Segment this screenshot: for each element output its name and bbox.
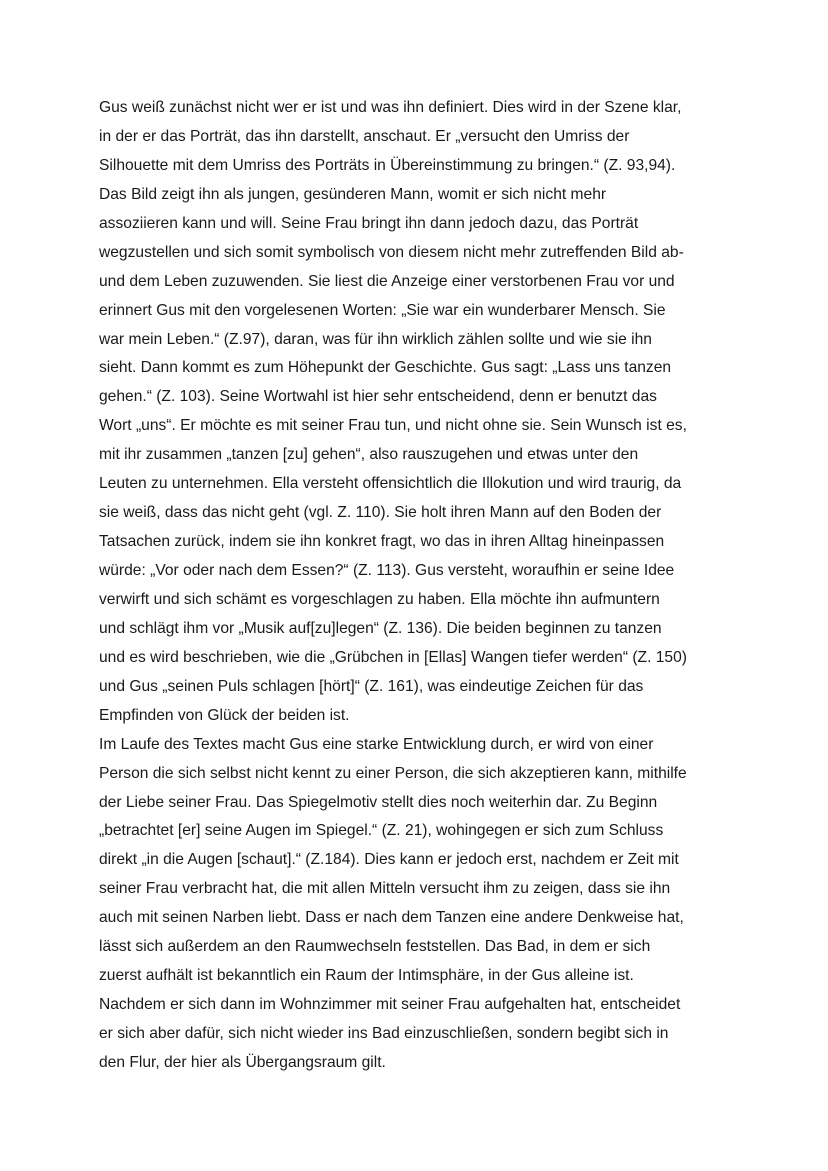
text-line: sie weiß, dass das nicht geht (vgl. Z. 110). Sie holt ihren Mann auf den Boden der: [99, 504, 662, 522]
text-line: Im Laufe des Textes macht Gus eine starke Entwicklung durch, er wird von einer: [99, 735, 654, 753]
text-line: erinnert Gus mit den vorgelesenen Worten: „Sie war ein wunderbarer Mensch. Sie: [99, 301, 666, 319]
text-line: Empfinden von Glück der beiden ist.: [99, 706, 350, 724]
text-line: und schlägt ihm vor „Musik auf[zu]legen“ (Z. 136). Die beiden beginnen zu tanzen: [99, 619, 662, 637]
text-line: mit ihr zusammen „tanzen [zu] gehen“, also rauszugehen und etwas unter den: [99, 446, 639, 464]
text-line: auch mit seinen Narben liebt. Dass er nach dem Tanzen eine andere Denkweise hat,: [99, 909, 684, 927]
text-line: sieht. Dann kommt es zum Höhepunkt der Geschichte. Gus sagt: „Lass uns tanzen: [99, 359, 672, 377]
text-line: er sich aber dafür, sich nicht wieder ins Bad einzuschließen, sondern begibt sich in: [99, 1025, 669, 1042]
text-line: direkt „in die Augen [schaut].“ (Z.184). Dies kann er jedoch erst, nachdem er Zeit mit: [99, 851, 679, 869]
text-line: gehen.“ (Z. 103). Seine Wortwahl ist hier sehr entscheidend, denn er benutzt das: [99, 388, 657, 406]
text-line: der Liebe seiner Frau. Das Spiegelmotiv stellt dies noch weiterhin dar. Zu Beginn: [99, 793, 658, 811]
text-line: Tatsachen zurück, indem sie ihn konkret fragt, wo das in ihren Alltag hineinpassen: [99, 533, 665, 551]
text-line: lässt sich außerdem an den Raumwechseln feststellen. Das Bad, in dem er sich: [99, 938, 651, 956]
text-line: Person die sich selbst nicht kennt zu einer Person, die sich akzeptieren kann, mithilfe: [99, 764, 687, 782]
text-line: war mein Leben.“ (Z.97), daran, was für ihn wirklich zählen sollte und wie sie ihn: [99, 330, 652, 348]
body-text: [99, 94, 739, 1078]
text-line: Wort „uns“. Er möchte es mit seiner Frau tun, und nicht ohne sie. Sein Wunsch ist es,: [99, 417, 687, 435]
text-line: wegzustellen und sich somit symbolisch von diesem nicht mehr zutreffenden Bild ab-: [99, 243, 684, 261]
text-line: Silhouette mit dem Umriss des Porträts in Übereinstimmung zu bringen.“ (Z. 93,94).: [99, 156, 676, 174]
text-line: und dem Leben zuzuwenden. Sie liest die Anzeige einer verstorbenen Frau vor und: [99, 272, 675, 290]
text-line: Leuten zu unternehmen. Ella versteht offensichtlich die Illokution und wird traurig, da: [99, 475, 682, 493]
text-line: in der er das Porträt, das ihn darstellt, anschaut. Er „versucht den Umriss der: [99, 127, 630, 145]
text-line: und Gus „seinen Puls schlagen [hört]“ (Z. 161), was eindeutige Zeichen für das: [99, 677, 644, 695]
text-line: zuerst aufhält ist bekanntlich ein Raum der Intimsphäre, in der Gus alleine ist.: [99, 967, 634, 985]
text-line: würde: „Vor oder nach dem Essen?“ (Z. 113). Gus versteht, woraufhin er seine Idee: [99, 562, 675, 579]
text-line: Das Bild zeigt ihn als jungen, gesünderen Mann, womit er sich nicht mehr: [99, 185, 607, 203]
text-line: Gus weiß zunächst nicht wer er ist und was ihn definiert. Dies wird in der Szene klar,: [99, 99, 682, 116]
text-line: assoziieren kann und will. Seine Frau bringt ihn dann jedoch dazu, das Porträt: [99, 214, 639, 232]
text-line: Nachdem er sich dann im Wohnzimmer mit seiner Frau aufgehalten hat, entscheidet: [99, 996, 681, 1014]
text-line: den Flur, der hier als Übergangsraum gilt.: [99, 1053, 386, 1071]
text-line: „betrachtet [er] seine Augen im Spiegel.“ (Z. 21), wohingegen er sich zum Schluss: [99, 822, 664, 840]
text-line: seiner Frau verbracht hat, die mit allen Mitteln versucht ihm zu zeigen, dass sie ihn: [99, 880, 671, 898]
text-line: verwirft und sich schämt es vorgeschlagen zu haben. Ella möchte ihn aufmuntern: [99, 590, 660, 608]
text-line: und es wird beschrieben, wie die „Grübchen in [Ellas] Wangen tiefer werden“ (Z. 150): [99, 648, 687, 666]
